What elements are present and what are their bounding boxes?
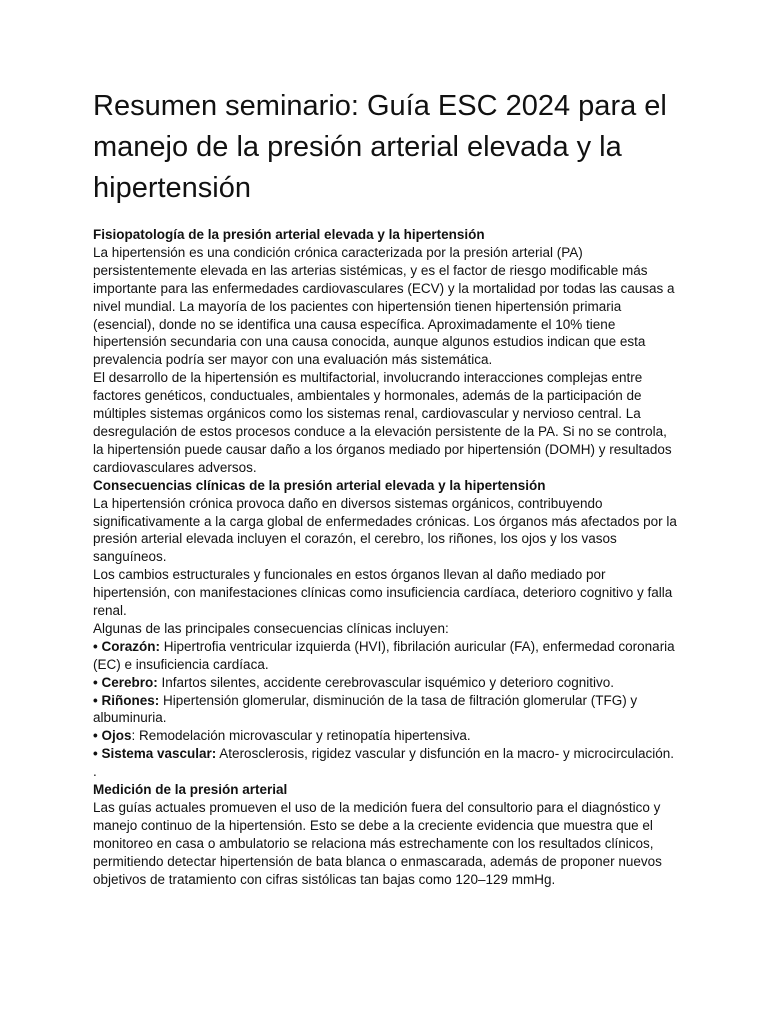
list-item bbox=[93, 692, 678, 728]
list-item-label: • Cerebro: bbox=[93, 674, 158, 690]
consequences-list bbox=[93, 638, 678, 763]
list-item-text: Hipertensión glomerular, disminución de la tasa de filtración glomerular (TFG) y albuminuria. bbox=[93, 692, 638, 726]
list-item-label: • Corazón: bbox=[93, 638, 160, 654]
paragraph: La hipertensión es una condición crónica caracterizada por la presión arterial (PA) persistentemente elevada en las arterias sistémicas, y es el factor de riesgo modificable más importante para las enfermedades cardiovasculares (ECV) y la mortalidad por todas las causas a nivel mundial. La mayoría de los pacientes con hipertensión tienen hipertensión primaria (esencial), donde no se identifica una causa específica. Aproximadamente el 10% tiene hipertensión secundaria con una causa conocida, aunque algunos estudios indican que esta prevalencia podría ser mayor con una evaluación más sistemática. bbox=[93, 244, 675, 368]
section-heading-medicion: Medición de la presión arterial bbox=[93, 782, 288, 798]
list-item bbox=[93, 745, 678, 763]
list-item-label: • Riñones: bbox=[93, 692, 160, 708]
section-heading-consecuencias: Consecuencias clínicas de la presión arterial elevada y la hipertensión bbox=[93, 477, 546, 493]
paragraph: Los cambios estructurales y funcionales en estos órganos llevan al daño mediado por hipertensión, con manifestaciones clínicas como insuficiencia cardíaca, deterioro cognitivo y falla renal. bbox=[93, 567, 673, 619]
list-item-text: Hipertrofia ventricular izquierda (HVI), fibrilación auricular (FA), enfermedad coronaria (EC) e insuficiencia cardíaca. bbox=[93, 638, 675, 672]
document-body bbox=[93, 226, 678, 889]
document-title: Resumen seminario: Guía ESC 2024 para el manejo de la presión arterial elevada y la hipertensión bbox=[93, 90, 667, 204]
trailing-period: . bbox=[93, 764, 97, 780]
document-page bbox=[93, 86, 678, 889]
list-item bbox=[93, 638, 678, 674]
list-item bbox=[93, 727, 678, 745]
list-item-text: Aterosclerosis, rigidez vascular y disfunción en la macro- y microcirculación. bbox=[216, 746, 674, 762]
paragraph: La hipertensión crónica provoca daño en diversos sistemas orgánicos, contribuyendo significativamente a la carga global de enfermedades crónicas. Los órganos más afectados por la presión arterial elevada incluyen el corazón, el cerebro, los riñones, los ojos y los vasos sanguíneos. bbox=[93, 495, 677, 565]
section-heading-fisiopatologia: Fisiopatología de la presión arterial elevada y la hipertensión bbox=[93, 227, 485, 242]
list-item bbox=[93, 674, 678, 692]
paragraph: Las guías actuales promueven el uso de la medición fuera del consultorio para el diagnóstico y manejo continuo de la hipertensión. Esto se debe a la creciente evidencia que muestra que el monitoreo en casa o ambulatorio se relaciona más estrechamente con los resultados clínicos, permitiendo detectar hipertensión de bata blanca o enmascarada, además de proponer nuevos objetivos de tratamiento con cifras sistólicas tan bajas como 120–129 mmHg. bbox=[93, 800, 662, 887]
list-item-text: Infartos silentes, accidente cerebrovascular isquémico y deterioro cognitivo. bbox=[157, 674, 614, 690]
list-item-label: • Sistema vascular: bbox=[93, 746, 217, 762]
list-item-label: • Ojos bbox=[93, 728, 132, 744]
list-item-text: : Remodelación microvascular y retinopatía hipertensiva. bbox=[131, 728, 471, 744]
paragraph: Algunas de las principales consecuencias clínicas incluyen: bbox=[93, 620, 449, 636]
paragraph: El desarrollo de la hipertensión es multifactorial, involucrando interacciones complejas entre factores genéticos, conductuales, ambientales y hormonales, además de la participación de múltiples sistemas orgánicos como los sistemas renal, cardiovascular y nervioso central. La desregulación de estos procesos conduce a la elevación persistente de la PA. Si no se controla, la hipertensión puede causar daño a los órganos mediado por hipertensión (DOMH) y resultados cardiovasculares adversos. bbox=[93, 370, 672, 475]
